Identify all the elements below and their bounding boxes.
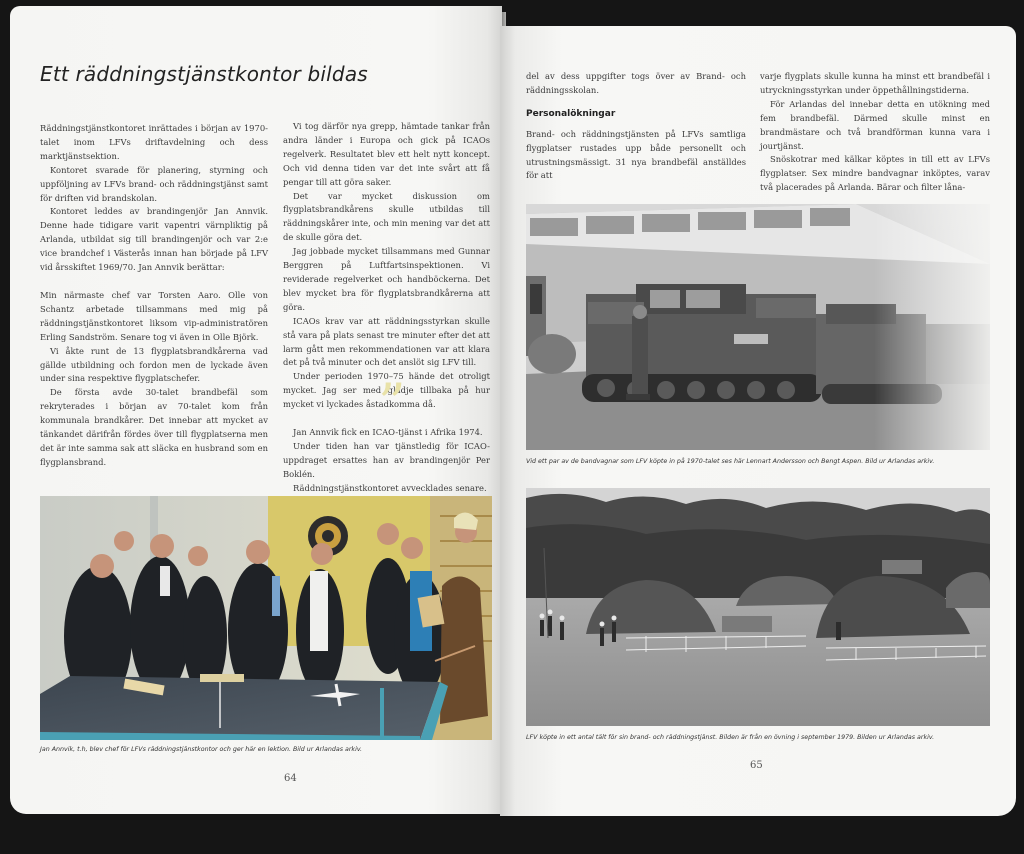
right-column-2 — [760, 70, 990, 195]
section-heading: Personalökningar — [526, 108, 616, 119]
quoted-paragraph: Vi tog därför nya grepp, hämtade tankar från andra länder i Europa och gick på ICAOs regelverk. Resultatet blev ett helt nytt koncept. Och vid denna tiden var det inte svårt att få pengar till att göra saker. — [283, 121, 490, 187]
lesson-photo — [40, 496, 492, 740]
quoted-paragraph: Vi åkte runt de 13 flygplatsbrandkårerna vad gällde utbildning och fordon men de lyckade även under sina respektive flygplatschefer. — [40, 345, 268, 384]
vehicles-photo — [526, 204, 990, 450]
paragraph: varje flygplats skulle kunna ha minst ett brandbefäl i utryckningsstyrkan under öppethållningstiderna. — [760, 71, 990, 95]
lesson-photo-image — [40, 496, 492, 740]
tents-photo-image — [526, 488, 990, 726]
paragraph: För Arlandas del innebar detta en utökning med fem brandbefäl. Därmed skulle minst en brandmästare och två brandförman kunna vara i jourtjänst. — [760, 98, 990, 151]
quote-mark-decoration: ” — [378, 372, 406, 435]
quoted-paragraph: De första avde 30-talet brandbefäl som rekryterades i början av 70-talet kom från kommunala brandkårer. Det innebar att mycket av tänkandet därifrån fördes över till flygplatserna men det är inte samma sak att släcka en husbrand som en flygplansbrand. — [40, 387, 268, 467]
left-column-2 — [283, 120, 490, 496]
page-title: Ett räddningstjänstkontor bildas — [40, 62, 368, 86]
paragraph: Brand- och räddningstjänsten på LFVs samtliga flygplatser rustades upp både personellt och utrustningsmässigt. 31 nya brandbefäl anställdes för att — [526, 128, 746, 181]
right-page — [500, 26, 1016, 816]
quoted-paragraph: Jag jobbade mycket tillsammans med Gunnar Berggren på Luftfartsinspektionen. Vi reviderade regelverket och handböckerna. Det blev mycket bra för flygplatsbrandkårerna att göra. — [283, 246, 490, 312]
paragraph: Under tiden han var tjänstledig för ICAO-uppdraget ersattes han av brandingenjör Per Boklén. — [283, 440, 490, 479]
left-column-1 — [40, 122, 268, 470]
paragraph: Snöskotrar med kälkar köptes in till ett av LFVs flygplatser. Sex mindre bandvagnar inköptes, varav två placerades på Arlanda. Bärar och filter låna- — [760, 154, 990, 193]
left-page — [10, 6, 502, 814]
paragraph: del av dess uppgifter togs över av Brand- och räddningsskolan. — [526, 71, 746, 95]
quoted-paragraph: Min närmaste chef var Torsten Aaro. Olle von Schantz arbetade tillsammans med mig på räddningstjänstkontoret liksom vip-administratören Erling Sandström. Senare tog vi även in Olle Björk. — [40, 289, 268, 342]
paragraph: Räddningstjänstkontoret avvecklades senare. — [293, 482, 487, 493]
quoted-paragraph: ICAOs krav var att räddningsstyrkan skulle stå vara på plats senast tre minuter efter det att larm gått men rekommendationen var att klara det på två minuter och det anslöt sig LFV till. — [283, 315, 490, 368]
photo-caption-bottom: LFV köpte in ett antal tält för sin brand- och räddningstjänst. Bilden är från en övning i september 1979. Bilden ur Arlandas arkiv. — [526, 734, 935, 741]
paragraph: Räddningstjänstkontoret inrättades i början av 1970-talet inom LFVs driftavdelning och dess marktjänstsektion. — [40, 123, 268, 161]
paragraph: Kontoret svarade för planering, styrning och uppföljning av LFVs brand- och räddningstjänst samt för driften vid brandskolan. — [40, 164, 268, 203]
quoted-paragraph: Det var mycket diskussion om flygplatsbrandkårens skulle utbildas till räddningskårer inte, och min mening var det att de skulle göra det. — [283, 190, 490, 243]
quoted-paragraph: Under perioden 1970–75 hände det otroligt mycket. Jag ser med glädje tillbaka på hur mycket vi lyckades åstadkomma då. — [283, 371, 490, 410]
page-number: 65 — [750, 760, 763, 771]
paragraph: Jan Annvik fick en ICAO-tjänst i Afrika 1974. — [293, 427, 483, 438]
page-number: 64 — [284, 773, 297, 784]
vehicles-photo-image — [526, 204, 990, 450]
paragraph: Kontoret leddes av brandingenjör Jan Annvik. Denne hade tidigare varit vapentri värnpliktig på Arlanda, utbildat sig till brandingenjör och var 2:e vice brandchef i Västerås innan han började på LFV vid årsskiftet 1969/70. Jan Annvik berättar: — [40, 206, 268, 273]
right-column-1 — [526, 70, 746, 183]
photo-caption: Jan Annvik, t.h, blev chef för LFVs räddningstjänstkontor och ger här en lektion. Bild ur Arlandas arkiv. — [40, 746, 363, 753]
photo-caption-top: Vid ett par av de bandvagnar som LFV köpte in på 1970-talet ses här Lennart Andersson och Bengt Aspen. Bild ur Arlandas arkiv. — [526, 458, 935, 465]
tents-photo — [526, 488, 990, 726]
